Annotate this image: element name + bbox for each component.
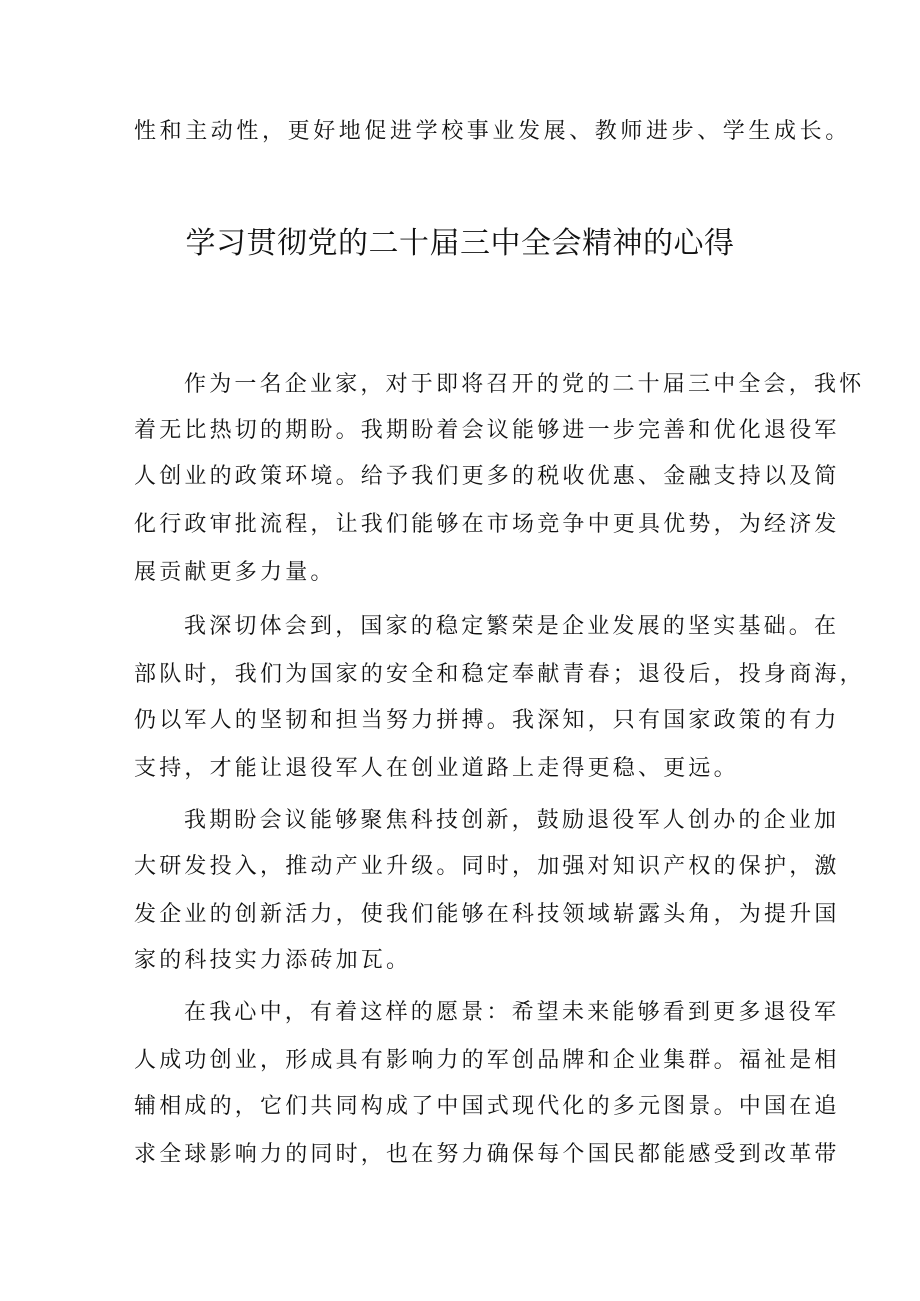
paragraph-line: 求全球影响力的同时，也在努力确保每个国民都能感受到改革带	[134, 1142, 840, 1167]
paragraph-line: 仍以军人的坚韧和担当努力拼搏。我深知，只有国家政策的有力	[134, 708, 840, 733]
paragraph-line: 家的科技实力添砖加瓦。	[134, 948, 412, 973]
paragraph-line: 着无比热切的期盼。我期盼着会议能够进一步完善和优化退役军	[134, 418, 840, 443]
paragraph-line: 辅相成的，它们共同构成了中国式现代化的多元图景。中国在追	[134, 1094, 840, 1119]
paragraph-line: 展贡献更多力量。	[134, 560, 336, 585]
paragraph-line: 化行政审批流程，让我们能够在市场竞争中更具优势，为经济发	[134, 512, 840, 537]
paragraph-line: 人成功创业，形成具有影响力的军创品牌和企业集群。福祉是相	[134, 1048, 840, 1073]
paragraph-line: 部队时，我们为国家的安全和稳定奉献青春；退役后，投身商海，	[134, 662, 865, 687]
paragraph-line: 我深切体会到，国家的稳定繁荣是企业发展的坚实基础。在	[184, 614, 840, 639]
paragraph-line: 人创业的政策环境。给予我们更多的税收优惠、金融支持以及简	[134, 464, 840, 489]
paragraph-line: 发企业的创新活力，使我们能够在科技领域崭露头角，为提升国	[134, 902, 840, 927]
paragraph-line: 我期盼会议能够聚焦科技创新，鼓励退役军人创办的企业加	[184, 808, 840, 833]
carryover-text-line: 性和主动性，更好地促进学校事业发展、教师进步、学生成长。	[134, 119, 851, 144]
paragraph-line: 在我心中，有着这样的愿景：希望未来能够看到更多退役军	[184, 1000, 840, 1025]
paragraph-line: 大研发投入，推动产业升级。同时，加强对知识产权的保护，激	[134, 854, 840, 879]
paragraph-line: 作为一名企业家，对于即将召开的党的二十届三中全会，我怀	[184, 372, 865, 397]
paragraph-line: 支持，才能让退役军人在创业道路上走得更稳、更远。	[134, 756, 739, 781]
document-title: 学习贯彻党的二十届三中全会精神的心得	[185, 226, 735, 261]
